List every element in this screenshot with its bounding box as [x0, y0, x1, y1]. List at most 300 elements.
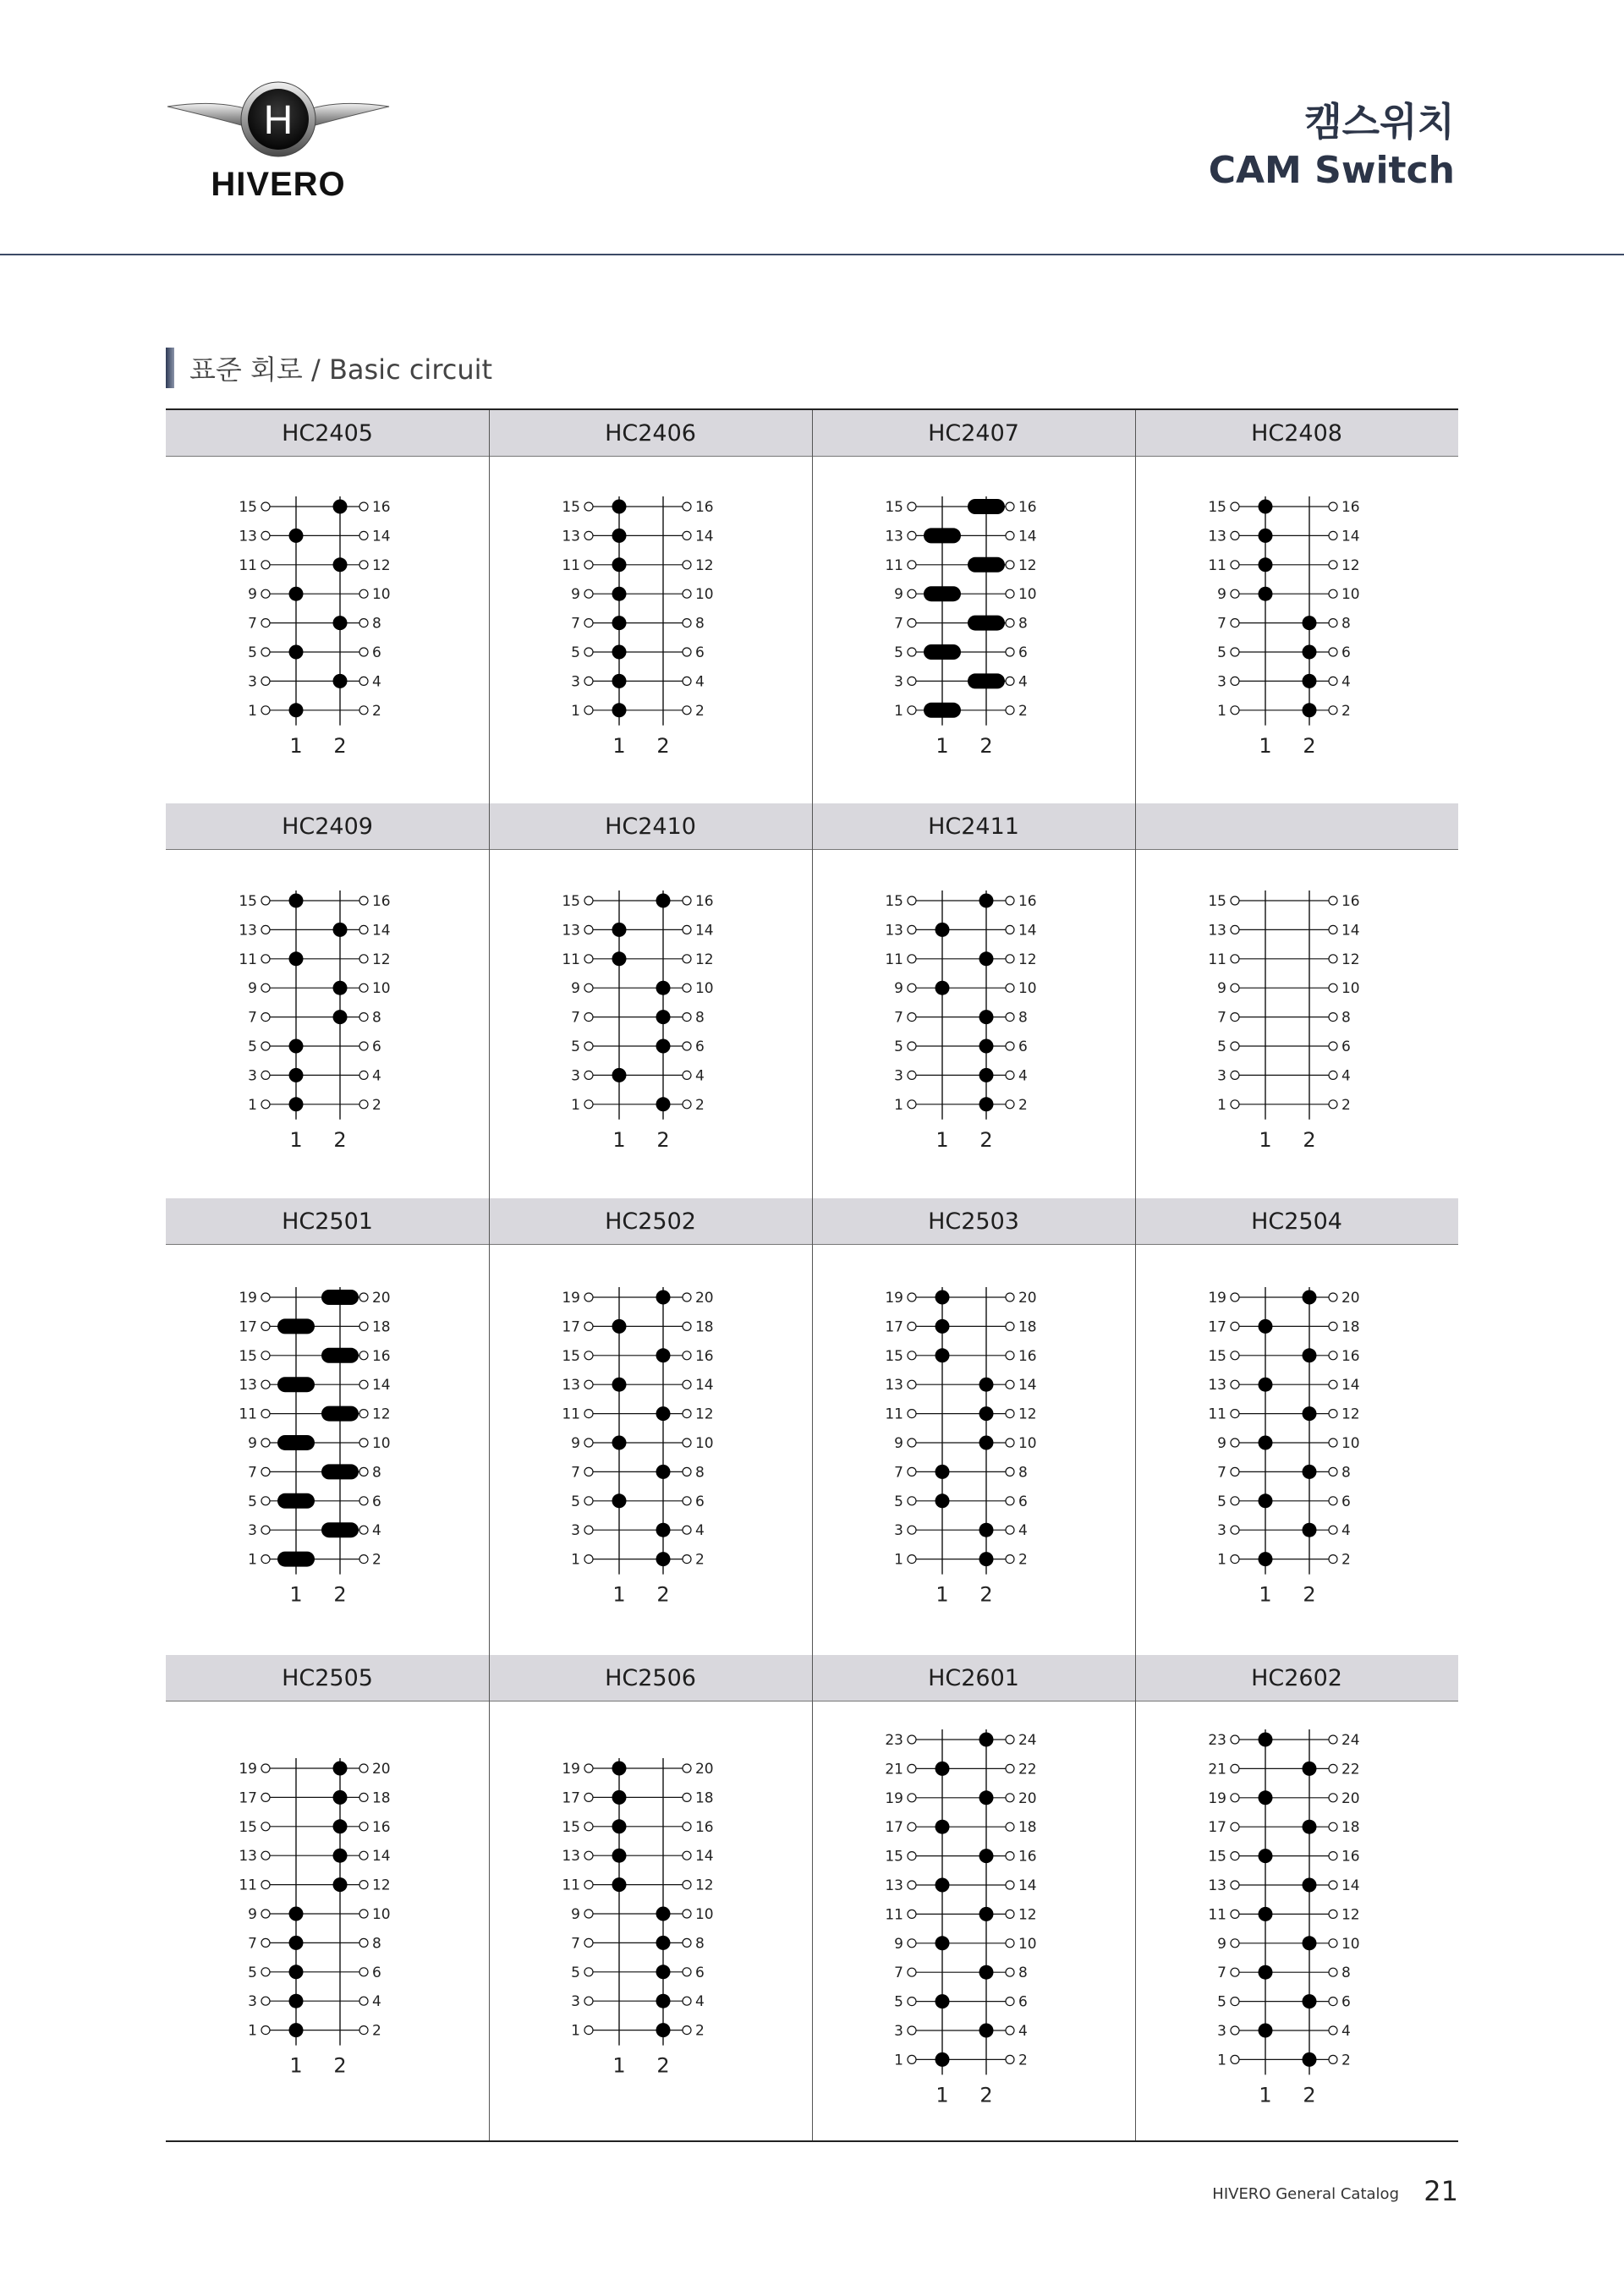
terminal-right-icon	[1329, 925, 1337, 934]
contact-dot-icon	[1259, 1732, 1273, 1746]
terminal-left-icon	[584, 561, 593, 569]
terminal-label-left: 9	[571, 980, 581, 998]
terminal-label-left: 11	[885, 951, 904, 968]
terminal-left-icon	[1231, 1468, 1239, 1477]
circuit-cell	[489, 1198, 812, 1655]
circuit-model-label: HC2406	[489, 410, 812, 457]
terminal-left-icon	[261, 1851, 270, 1860]
terminal-label-right: 4	[1018, 673, 1028, 691]
terminal-left-icon	[908, 1794, 916, 1802]
contact-dot-icon	[289, 1068, 304, 1082]
terminal-label-left: 1	[248, 1551, 258, 1569]
terminal-label-left: 9	[1217, 980, 1227, 998]
position-label: 1	[935, 1127, 949, 1152]
circuit-cell	[812, 1655, 1135, 2140]
terminal-label-left: 11	[1208, 1406, 1227, 1423]
terminal-label-right: 14	[694, 1377, 714, 1395]
terminal-right-icon	[1329, 2055, 1337, 2063]
page-title-english: CAM Switch	[1208, 149, 1455, 192]
terminal-left-icon	[261, 1438, 270, 1447]
circuit-diagram	[1191, 1723, 1402, 2118]
terminal-label-left: 11	[562, 1406, 581, 1423]
terminal-label-right: 10	[1018, 980, 1037, 998]
terminal-left-icon	[1231, 1794, 1239, 1802]
terminal-label-right: 14	[1018, 922, 1037, 940]
contact-bar-icon	[321, 1465, 359, 1480]
terminal-label-right: 6	[1341, 644, 1351, 662]
position-label: 2	[1303, 2083, 1316, 2107]
terminal-left-icon	[584, 1100, 593, 1109]
terminal-label-right: 14	[371, 1848, 391, 1866]
section-marker-bar	[166, 348, 174, 388]
terminal-right-icon	[359, 1497, 368, 1505]
terminal-label-left: 13	[1208, 528, 1227, 545]
terminal-label-left: 1	[571, 702, 581, 720]
terminal-label-right: 20	[694, 1761, 714, 1778]
terminal-label-left: 23	[885, 1731, 904, 1749]
terminal-label-left: 9	[894, 586, 904, 604]
contact-dot-icon	[1302, 1819, 1316, 1833]
terminal-label-right: 16	[694, 1818, 714, 1836]
circuit-diagram	[1191, 490, 1402, 770]
terminal-left-icon	[584, 1526, 593, 1534]
terminal-label-right: 2	[1341, 2052, 1351, 2069]
terminal-label-right: 22	[1341, 1761, 1360, 1778]
terminal-left-icon	[584, 1555, 593, 1564]
hivero-emblem-icon	[166, 79, 391, 164]
terminal-left-icon	[261, 706, 270, 715]
terminal-label-right: 8	[1018, 1009, 1028, 1027]
terminal-right-icon	[1329, 1100, 1337, 1109]
emblem-letter: H	[263, 98, 294, 143]
terminal-left-icon	[584, 1497, 593, 1505]
terminal-label-left: 1	[1217, 1096, 1227, 1114]
column-divider	[489, 410, 490, 2140]
terminal-left-icon	[1231, 1764, 1239, 1773]
terminal-left-icon	[1231, 1013, 1239, 1022]
contact-dot-icon	[656, 1039, 670, 1054]
terminal-label-right: 8	[371, 615, 381, 633]
terminal-left-icon	[1231, 619, 1239, 627]
terminal-right-icon	[1329, 561, 1337, 569]
terminal-label-left: 19	[562, 1761, 581, 1778]
terminal-label-left: 1	[248, 1096, 258, 1114]
contact-bar-icon	[321, 1348, 359, 1363]
circuit-cell	[489, 803, 812, 1198]
contact-dot-icon	[935, 981, 950, 995]
terminal-label-left: 3	[248, 673, 258, 691]
terminal-label-left: 9	[248, 1435, 258, 1453]
terminal-right-icon	[359, 1468, 368, 1477]
contact-dot-icon	[612, 529, 627, 543]
terminal-right-icon	[1329, 955, 1337, 963]
terminal-label-right: 4	[1341, 1522, 1351, 1540]
terminal-left-icon	[261, 896, 270, 905]
terminal-right-icon	[359, 1071, 368, 1079]
terminal-left-icon	[1231, 1881, 1239, 1889]
terminal-label-left: 5	[571, 644, 581, 662]
terminal-left-icon	[261, 1764, 270, 1773]
terminal-label-left: 11	[1208, 951, 1227, 968]
contact-bar-icon	[968, 673, 1005, 688]
terminal-left-icon	[1231, 502, 1239, 511]
terminal-label-left: 3	[894, 1522, 904, 1540]
terminal-left-icon	[261, 619, 270, 627]
terminal-label-left: 7	[1217, 615, 1227, 633]
contact-dot-icon	[612, 1319, 627, 1334]
terminal-label-right: 20	[1341, 1789, 1360, 1807]
terminal-label-left: 5	[571, 1493, 581, 1510]
contact-dot-icon	[289, 894, 304, 908]
terminal-left-icon	[261, 955, 270, 963]
terminal-label-left: 5	[894, 1493, 904, 1510]
terminal-label-right: 16	[694, 893, 714, 911]
terminal-label-left: 13	[562, 1848, 581, 1866]
terminal-label-right: 8	[694, 615, 705, 633]
terminal-left-icon	[261, 531, 270, 540]
terminal-label-right: 10	[694, 1435, 714, 1453]
terminal-left-icon	[584, 1468, 593, 1477]
terminal-right-icon	[1006, 502, 1014, 511]
terminal-label-right: 10	[694, 1906, 714, 1924]
contact-dot-icon	[656, 1994, 670, 2008]
terminal-left-icon	[1231, 955, 1239, 963]
terminal-right-icon	[359, 955, 368, 963]
terminal-left-icon	[1231, 925, 1239, 934]
contact-dot-icon	[1259, 1436, 1273, 1450]
terminal-label-left: 17	[885, 1818, 904, 1836]
terminal-label-left: 5	[571, 1038, 581, 1056]
terminal-label-right: 14	[1341, 1877, 1360, 1894]
terminal-right-icon	[1329, 1735, 1337, 1744]
terminal-right-icon	[1329, 1997, 1337, 2005]
terminal-right-icon	[359, 1042, 368, 1050]
terminal-left-icon	[584, 677, 593, 685]
terminal-label-left: 5	[1217, 644, 1227, 662]
terminal-left-icon	[908, 531, 916, 540]
terminal-label-left: 13	[562, 528, 581, 545]
terminal-left-icon	[1231, 706, 1239, 715]
terminal-label-left: 15	[239, 1818, 258, 1836]
terminal-left-icon	[1231, 1100, 1239, 1109]
section-heading	[166, 347, 492, 389]
position-label: 1	[1259, 1582, 1272, 1607]
terminal-label-left: 23	[1208, 1731, 1227, 1749]
terminal-right-icon	[683, 984, 691, 992]
terminal-label-right: 6	[694, 1038, 705, 1056]
contact-dot-icon	[979, 1068, 994, 1082]
contact-dot-icon	[289, 645, 304, 660]
terminal-label-left: 1	[571, 2022, 581, 2040]
circuit-cell	[1135, 1655, 1458, 2140]
terminal-label-right: 4	[694, 673, 705, 691]
terminal-left-icon	[908, 1555, 916, 1564]
terminal-label-right: 16	[694, 1347, 714, 1365]
circuit-model-label: HC2407	[812, 410, 1135, 457]
terminal-left-icon	[584, 1323, 593, 1331]
circuit-cell	[812, 803, 1135, 1198]
terminal-left-icon	[584, 1881, 593, 1889]
terminal-label-left: 9	[248, 586, 258, 604]
terminal-right-icon	[1006, 677, 1014, 685]
contact-bar-icon	[277, 1377, 315, 1392]
terminal-label-right: 4	[371, 1993, 381, 2011]
terminal-label-left: 11	[562, 1877, 581, 1894]
terminal-label-left: 3	[894, 2022, 904, 2040]
terminal-left-icon	[584, 925, 593, 934]
terminal-right-icon	[1329, 1410, 1337, 1418]
circuit-diagram	[868, 884, 1079, 1164]
contact-dot-icon	[612, 923, 627, 937]
terminal-label-left: 15	[1208, 893, 1227, 911]
terminal-label-right: 8	[1018, 1464, 1028, 1482]
contact-dot-icon	[935, 1348, 950, 1362]
terminal-right-icon	[359, 589, 368, 598]
position-label: 2	[979, 733, 993, 758]
terminal-right-icon	[683, 677, 691, 685]
terminal-label-left: 11	[1208, 556, 1227, 574]
terminal-right-icon	[1006, 1735, 1014, 1744]
terminal-left-icon	[908, 502, 916, 511]
position-label: 2	[333, 1127, 347, 1152]
terminal-left-icon	[584, 648, 593, 656]
terminal-right-icon	[1329, 1881, 1337, 1889]
terminal-right-icon	[1329, 677, 1337, 685]
circuit-model-label: HC2501	[166, 1198, 489, 1245]
terminal-right-icon	[1329, 1293, 1337, 1301]
terminal-left-icon	[261, 1794, 270, 1802]
terminal-label-left: 13	[562, 922, 581, 940]
contact-bar-icon	[321, 1522, 359, 1537]
terminal-left-icon	[1231, 1851, 1239, 1860]
contact-dot-icon	[656, 894, 670, 908]
terminal-label-left: 13	[562, 1377, 581, 1395]
terminal-right-icon	[1006, 1013, 1014, 1022]
terminal-label-right: 20	[371, 1761, 391, 1778]
terminal-right-icon	[1329, 1497, 1337, 1505]
contact-dot-icon	[612, 1436, 627, 1450]
terminal-right-icon	[1329, 1380, 1337, 1389]
position-label: 1	[612, 1127, 626, 1152]
contact-bar-icon	[924, 528, 961, 543]
contact-dot-icon	[1302, 1465, 1316, 1479]
terminal-label-left: 1	[248, 702, 258, 720]
terminal-label-right: 8	[1341, 1964, 1351, 1981]
terminal-label-left: 7	[894, 1464, 904, 1482]
circuit-model-label: HC2410	[489, 803, 812, 850]
terminal-label-right: 14	[1341, 1377, 1360, 1395]
terminal-right-icon	[359, 1526, 368, 1534]
terminal-right-icon	[1006, 1910, 1014, 1918]
terminal-label-left: 1	[894, 1096, 904, 1114]
terminal-right-icon	[1006, 2055, 1014, 2063]
terminal-label-right: 6	[1341, 1038, 1351, 1056]
terminal-right-icon	[1329, 1013, 1337, 1022]
position-label: 2	[1303, 733, 1316, 758]
terminal-right-icon	[1329, 1939, 1337, 1948]
terminal-right-icon	[359, 1881, 368, 1889]
terminal-label-left: 3	[571, 1993, 581, 2011]
terminal-label-right: 6	[1341, 1493, 1351, 1510]
contact-dot-icon	[332, 1790, 347, 1805]
terminal-label-right: 14	[371, 1377, 391, 1395]
terminal-left-icon	[908, 1764, 916, 1773]
terminal-left-icon	[1231, 648, 1239, 656]
contact-dot-icon	[332, 674, 347, 688]
contact-dot-icon	[1303, 674, 1317, 688]
contact-dot-icon	[332, 500, 347, 514]
position-label: 1	[612, 1582, 626, 1607]
terminal-left-icon	[908, 1323, 916, 1331]
terminal-label-right: 16	[371, 893, 391, 911]
terminal-label-left: 7	[248, 1464, 258, 1482]
terminal-label-right: 6	[694, 1964, 705, 1981]
terminal-right-icon	[683, 1764, 691, 1773]
terminal-label-left: 13	[885, 922, 904, 940]
terminal-left-icon	[584, 1013, 593, 1022]
terminal-label-left: 11	[562, 951, 581, 968]
terminal-label-right: 18	[694, 1318, 714, 1336]
terminal-label-left: 9	[1217, 1935, 1227, 1953]
terminal-right-icon	[1329, 1438, 1337, 1447]
terminal-label-right: 12	[371, 556, 391, 574]
terminal-left-icon	[261, 1042, 270, 1050]
terminal-left-icon	[1231, 984, 1239, 992]
contact-dot-icon	[612, 557, 627, 572]
terminal-label-left: 17	[239, 1789, 258, 1807]
terminal-label-right: 10	[694, 586, 714, 604]
terminal-right-icon	[1006, 1764, 1014, 1773]
position-label: 2	[333, 2053, 347, 2078]
circuit-cell	[166, 1655, 489, 2140]
position-label: 2	[656, 733, 670, 758]
terminal-right-icon	[1329, 984, 1337, 992]
circuit-diagram	[222, 1280, 433, 1619]
terminal-label-left: 1	[1217, 1551, 1227, 1569]
terminal-label-right: 12	[1341, 1906, 1360, 1924]
terminal-right-icon	[1329, 1851, 1337, 1860]
terminal-right-icon	[1006, 1997, 1014, 2005]
terminal-right-icon	[1006, 1323, 1014, 1331]
terminal-left-icon	[1231, 1293, 1239, 1301]
contact-bar-icon	[321, 1290, 359, 1305]
contact-dot-icon	[612, 1849, 627, 1863]
terminal-right-icon	[1006, 589, 1014, 598]
terminal-left-icon	[1231, 2026, 1239, 2035]
terminal-right-icon	[359, 1997, 368, 2005]
contact-dot-icon	[332, 923, 347, 937]
terminal-right-icon	[359, 1100, 368, 1109]
terminal-right-icon	[1329, 531, 1337, 540]
header-divider	[0, 254, 1624, 255]
contact-dot-icon	[1303, 645, 1317, 660]
contact-dot-icon	[1302, 2052, 1316, 2067]
terminal-right-icon	[1006, 1939, 1014, 1948]
circuit-model-label: HC2601	[812, 1655, 1135, 1701]
terminal-label-left: 3	[1217, 673, 1227, 691]
terminal-label-left: 13	[239, 528, 258, 545]
terminal-right-icon	[683, 619, 691, 627]
contact-dot-icon	[612, 1068, 627, 1082]
position-label: 2	[333, 733, 347, 758]
terminal-right-icon	[683, 1380, 691, 1389]
terminal-label-right: 10	[1341, 1935, 1360, 1953]
position-label: 2	[979, 1127, 993, 1152]
contact-dot-icon	[979, 1790, 993, 1805]
contact-dot-icon	[935, 1994, 950, 2008]
terminal-label-right: 2	[694, 1096, 705, 1114]
terminal-label-right: 14	[1018, 528, 1037, 545]
terminal-right-icon	[359, 706, 368, 715]
terminal-right-icon	[683, 1323, 691, 1331]
terminal-left-icon	[908, 925, 916, 934]
footer-catalog-label: HIVERO General Catalog	[1212, 2185, 1399, 2203]
terminal-left-icon	[261, 589, 270, 598]
contact-dot-icon	[1259, 1493, 1273, 1508]
contact-bar-icon	[968, 499, 1005, 514]
terminal-label-right: 4	[1341, 1067, 1351, 1085]
terminal-left-icon	[261, 1968, 270, 1976]
circuit-diagram	[222, 1751, 433, 2090]
contact-dot-icon	[656, 1097, 670, 1111]
contact-dot-icon	[656, 1290, 670, 1305]
terminal-right-icon	[683, 1997, 691, 2005]
column-divider	[812, 410, 813, 2140]
terminal-right-icon	[683, 1468, 691, 1477]
terminal-label-left: 15	[562, 1347, 581, 1365]
contact-dot-icon	[332, 616, 347, 630]
terminal-label-right: 10	[1341, 1435, 1360, 1453]
terminal-left-icon	[584, 1997, 593, 2005]
terminal-left-icon	[908, 1380, 916, 1389]
terminal-label-left: 13	[1208, 922, 1227, 940]
contact-dot-icon	[612, 1819, 627, 1833]
terminal-left-icon	[908, 589, 916, 598]
contact-dot-icon	[656, 1936, 670, 1950]
terminal-left-icon	[584, 955, 593, 963]
terminal-label-right: 16	[1341, 893, 1360, 911]
terminal-label-right: 14	[371, 528, 391, 545]
terminal-left-icon	[584, 502, 593, 511]
terminal-left-icon	[1231, 1323, 1239, 1331]
brand-logo	[166, 79, 391, 206]
terminal-label-right: 16	[1018, 1347, 1037, 1365]
contact-dot-icon	[656, 1523, 670, 1537]
terminal-left-icon	[584, 984, 593, 992]
terminal-left-icon	[1231, 677, 1239, 685]
terminal-label-right: 14	[1341, 528, 1360, 545]
terminal-right-icon	[1006, 561, 1014, 569]
terminal-right-icon	[1006, 1351, 1014, 1360]
terminal-label-left: 5	[248, 1038, 258, 1056]
terminal-left-icon	[261, 1351, 270, 1360]
terminal-right-icon	[359, 619, 368, 627]
terminal-label-right: 4	[1018, 2022, 1028, 2040]
circuit-cell	[489, 410, 812, 803]
terminal-right-icon	[1006, 1555, 1014, 1564]
terminal-right-icon	[683, 648, 691, 656]
contact-dot-icon	[612, 703, 627, 717]
position-label: 1	[1259, 733, 1272, 758]
terminal-left-icon	[908, 1997, 916, 2005]
contact-dot-icon	[1303, 703, 1317, 717]
terminal-label-right: 18	[694, 1789, 714, 1807]
position-label: 1	[289, 1127, 303, 1152]
terminal-left-icon	[908, 1526, 916, 1534]
terminal-left-icon	[261, 1910, 270, 1918]
terminal-label-right: 2	[1018, 1096, 1028, 1114]
contact-dot-icon	[979, 1406, 993, 1421]
